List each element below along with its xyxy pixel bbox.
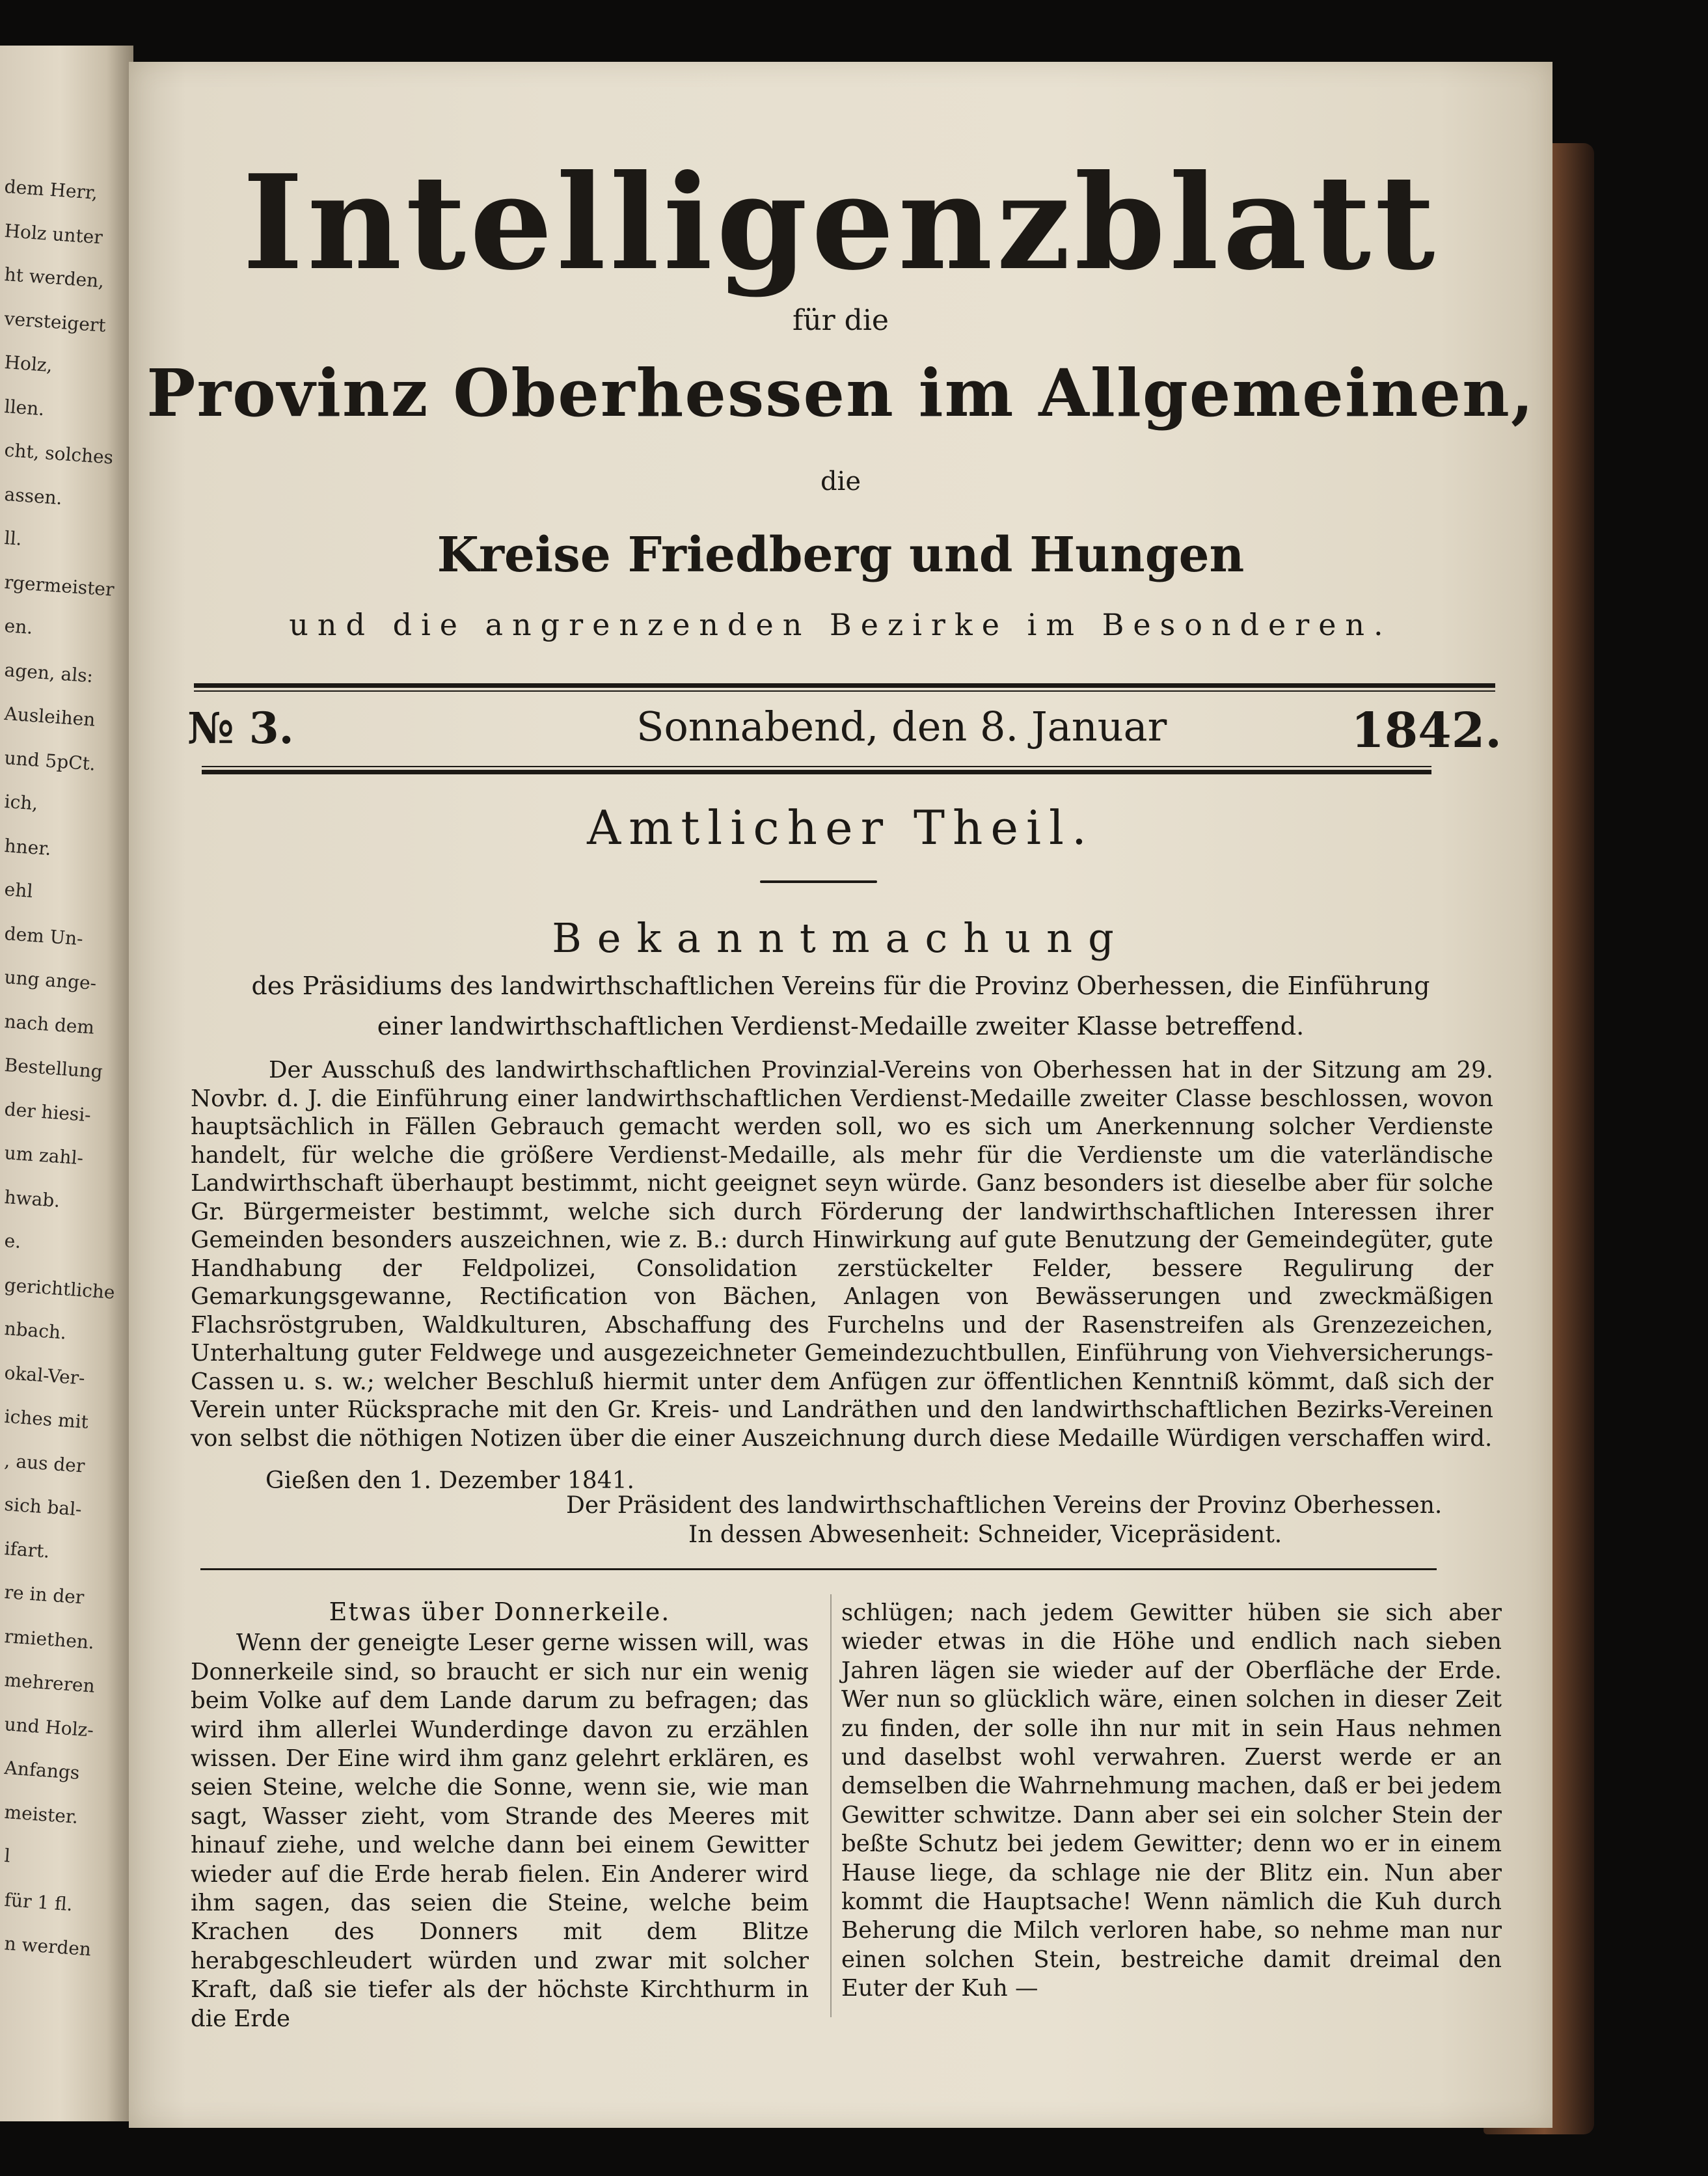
facing-page-fragment: en. [3,615,34,638]
notice-signature-line1: Der Präsident des landwirthschaftlichen Vereins der Provinz Oberhessen. [566,1492,1443,1519]
section-title: Amtlicher Theil. [587,800,1094,855]
facing-page [0,46,133,2121]
masthead-rule-bottom [202,770,1431,774]
facing-page-fragment: cht, solches [3,439,115,469]
facing-page-fragment: sich bal- [3,1493,83,1521]
facing-page-fragment: llen. [3,395,46,420]
facing-page-fragment: assen. [3,483,63,509]
notice-place-date: Gießen den 1. Dezember 1841. [265,1467,634,1494]
article-column-1-text: Wenn der geneigte Leser gerne wissen will, was Donnerkeile sind, so braucht er sich nur ein wenig beim Volke auf dem Lande darum zu befragen; das wird ihm allerlei Wunderdinge davon zu erzählen wissen. Der Eine wird ihm ganz gelehrt erklären, es seien Steine, welche die Sonne, wenn sie, wie man sagt, Wasser zieht, vom Strande des Meeres mit hinauf ziehe, und welche dann bei einem Gewitter wieder auf die Erde herab fielen. Ein Anderer wird ihm sagen, das seien die Steine, welche beim Krachen des Donners mit dem Blitze herabgeschleudert würden und zwar mit solcher Kraft, daß sie tiefer als der höchste Kirchthurm in die Erde [191,1629,809,2032]
masthead-die: die [820,467,861,496]
facing-page-fragment: dem Un- [3,922,84,949]
facing-page-fragment: Ausleihen [3,703,96,731]
facing-page-fragment: ht werden, [3,264,105,292]
facing-page-fragment: ung ange- [3,966,98,994]
facing-page-fragment: mehreren [3,1669,96,1697]
facing-page-fragment: für 1 fl. [3,1888,74,1915]
facing-page-fragment: Holz unter [3,219,103,248]
article-column-1 [191,1598,809,2033]
facing-page-fragment: um zahl- [3,1142,85,1169]
facing-page-fragment: Anfangs [3,1757,81,1784]
facing-page-fragment: ich, [3,791,39,815]
facing-page-fragment: und 5pCt. [3,746,96,775]
notice-body-text: Der Ausschuß des landwirthschaftlichen Provinzial-Vereins von Oberhessen hat in der Sitzung am 29. Novbr. d. J. die Einführung einer landwirthschaftlichen Verdienst-Medaille zweiter Classe beschlossen, wovon hauptsächlich in Fällen Gebrauch gemacht werden soll, wo es sich um Anerkennung solcher Verdienste handelt, für welche die größere Verdienst-Medaille, als mehr für die Verdienste um die vaterländische Landwirthschaft überhaupt bestimmt, nicht geeignet seyn würde. Ganz besonders ist dieselbe aber für solche Gr. Bürgermeister bestimmt, welche sich durch Förderung der landwirthschaftlichen Interessen ihrer Gemeinden besonders auszeichnen, wie z. B.: durch Hinwirkung auf gute Benutzung der Gemeindegüter, gute Handhabung der Feldpolizei, Consolidation zerstückelter Felder, bessere Regulirung der Gemarkungsgewanne, Rectification von Bächen, Anlagen von Bewässerungen und zweckmäßigen Flachsröstgruben, Waldkulturen, Abschaffung des Furchelns und der Rasenstreifen als Grenzezeichen, Unterhaltung guter Feldwege und ausgezeichneter Gemeindezuchtbullen, Einführung von Viehversicherungs-Cassen u. s. w.; welcher Beschluß hiermit unter dem Anfügen zur öffentlichen Kenntniß kömmt, daß sich der Verein unter Rücksprache mit den Gr. Kreis- und Landräthen und den landwirthschaftlichen Bezirks-Vereinen von selbst die nöthigen Notizen über die einer Auszeichnung durch diese Medaille Würdigen verschaffen wird. [191,1057,1493,1452]
masthead-districts-line: Kreise Friedberg und Hungen [437,527,1245,583]
notice-body [191,1056,1493,1452]
issue-year: 1842. [1351,703,1502,759]
facing-page-fragment: e. [3,1230,22,1253]
facing-page-fragment: agen, als: [3,659,94,687]
facing-page-fragment: Bestellung [3,1054,103,1083]
notice-heading: Bekanntmachung [552,914,1130,962]
facing-page-fragment: okal-Ver- [3,1361,86,1389]
facing-page-fragment: Holz, [3,351,53,377]
newspaper-page [129,62,1552,2128]
facing-page-fragment: rgermeister [3,571,115,601]
notice-subheading-line1: des Präsidiums des landwirthschaftlichen Vereins für die Provinz Oberhessen, die Einführung [251,972,1430,1000]
facing-page-fragment: iches mit [3,1406,89,1433]
facing-page-fragment: ifart. [3,1537,51,1562]
facing-page-fragment: hner. [3,834,52,860]
masthead-regions-line: und die angrenzenden Bezirke im Besonderen. [289,607,1392,642]
issue-line [187,703,1502,757]
column-divider [830,1594,832,2017]
notice-subheading-line2: einer landwirthschaftlichen Verdienst-Medaille zweiter Klasse betreffend. [377,1012,1305,1040]
masthead-fuer-die: für die [793,304,889,337]
facing-page-fragment: ll. [3,527,23,550]
section-ornament [760,880,877,883]
article-title: Etwas über Donnerkeile. [329,1598,671,1626]
facing-page-fragment: l [3,1845,11,1867]
facing-page-fragment: re in der [3,1581,85,1609]
facing-page-fragment: versteigert [3,307,107,336]
facing-page-fragment: hwab. [3,1186,61,1212]
article-column-2 [841,1599,1502,2004]
article-column-2-text: schlügen; nach jedem Gewitter hüben sie sich aber wieder etwas in die Höhe und endlich nach sieben Jahren lägen sie wieder auf der Oberfläche der Erde. Wer nun so glücklich wäre, einen solchen in dieser Zeit zu finden, der solle ihn nur mit in sein Haus nehmen und daselbst wohl verwahren. Zuerst werde er an demselben die Wahrnehmung machen, daß er bei jedem Gewitter schwitze. Dann aber sei ein solcher Stein der beßte Schutz bei jedem Gewitter; denn wo er in einem Hause liege, da schlage nie der Blitz ein. Nun aber kommt die Hauptsache! Wenn nämlich die Kuh durch Beherung die Milch verloren habe, so nehme man nur einen solchen Stein, bestreiche damit dreimal den Euter der Kuh — [841,1599,1502,2002]
facing-page-fragment: meister. [3,1801,79,1828]
masthead-rule-top [194,683,1495,688]
facing-page-fragment: der hiesi- [3,1098,92,1126]
facing-page-fragment: n werden [3,1933,92,1961]
masthead-rule-bottom-thin [202,766,1431,767]
masthead-title: Intelligenzblatt [242,146,1439,299]
facing-page-fragment: nbach. [3,1318,68,1344]
facing-page-fragment: rmiethen. [3,1625,95,1653]
facing-page-fragment: dem Herr, [3,176,99,204]
facing-page-fragment: , aus der [3,1449,86,1477]
article-separator [200,1568,1437,1570]
masthead-province-line: Provinz Oberhessen im Allgemeinen, [146,355,1535,431]
facing-page-fragment: ehl [3,878,34,902]
issue-date: Sonnabend, den 8. Januar [636,703,1167,750]
facing-page-fragment: nach dem [3,1010,96,1039]
facing-page-fragment: und Holz- [3,1713,95,1741]
notice-signature-line2: In dessen Abwesenheit: Schneider, Vicepräsident. [688,1521,1282,1548]
issue-number: № 3. [187,703,294,754]
masthead-rule-top-thin [194,690,1495,692]
facing-page-fragment: gerichtliche [3,1273,116,1303]
